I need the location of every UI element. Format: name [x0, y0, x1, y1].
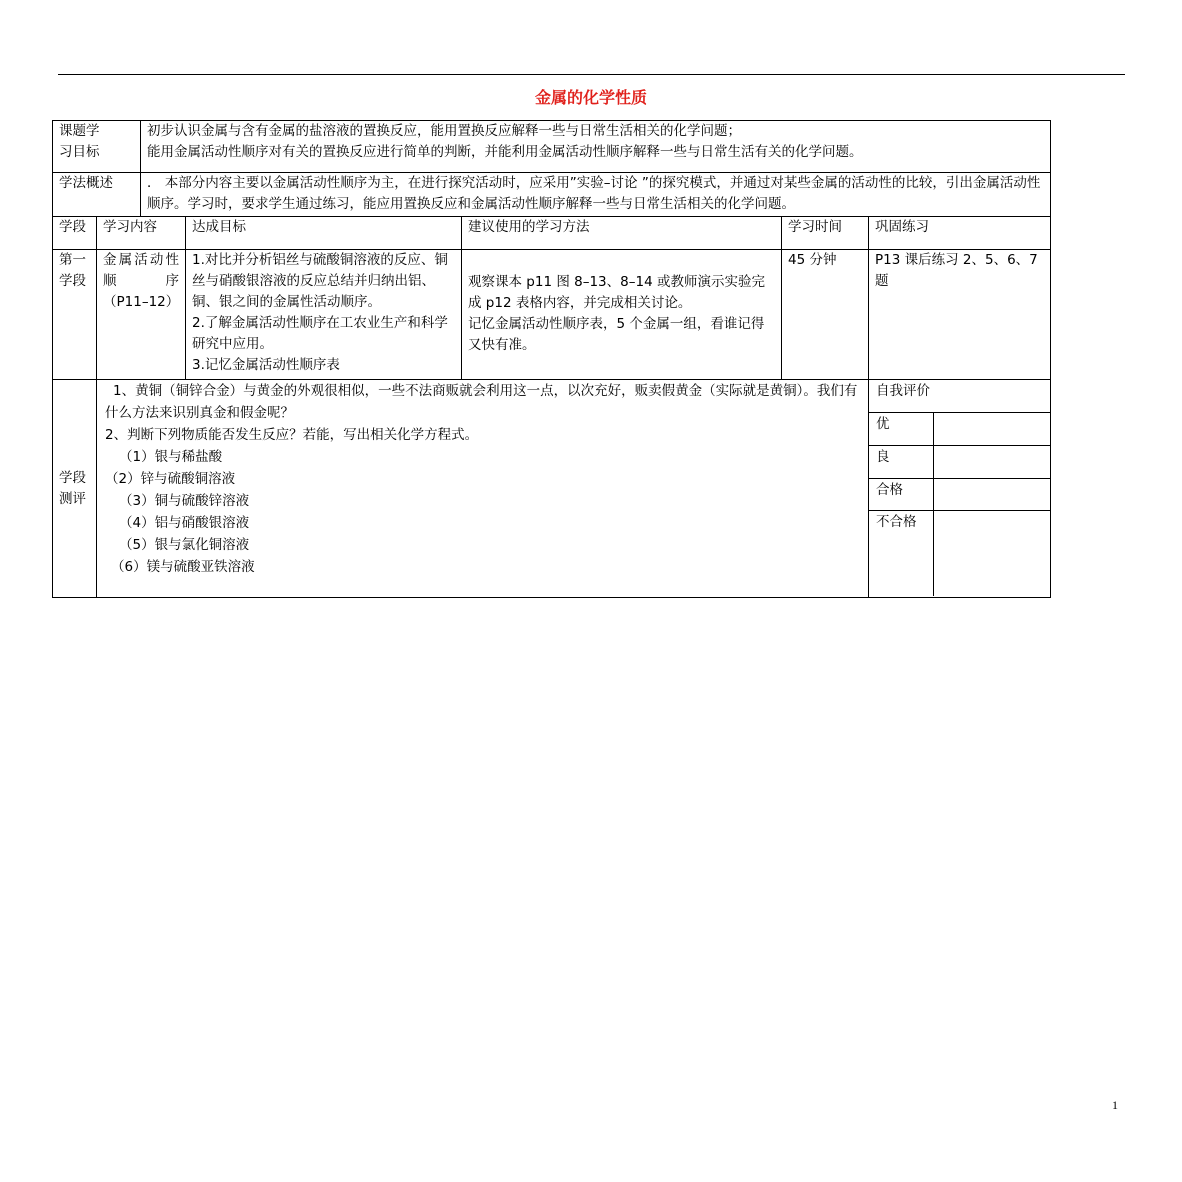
col-header-time: 学习时间	[782, 217, 869, 250]
col-header-goal: 达成目标	[186, 217, 462, 250]
grade-excellent: 优	[869, 412, 933, 445]
objective-line-2: 能用金属活动性顺序对有关的置换反应进行简单的判断，并能利用金属活动性顺序解释一些与日常生活有关的化学问题。	[147, 144, 863, 160]
grade-fail: 不合格	[869, 510, 933, 596]
document-title: 金属的化学性质	[534, 88, 647, 107]
grade-good-box	[933, 445, 1050, 478]
stage1-practice: P13 课后练习 2、5、6、7 题	[869, 250, 1051, 380]
objectives-row	[53, 121, 1051, 173]
question-item: （6）镁与硫酸亚铁溶液	[111, 559, 255, 575]
lesson-plan-table	[52, 120, 1051, 598]
stage1-label: 第一 学段	[53, 250, 97, 380]
grade-pass-box	[933, 478, 1050, 510]
method-1: 观察课本 p11 图 8–13、8–14 或教师演示实验完成 p12 表格内容，并完成相关讨论。	[468, 274, 765, 311]
goal-1: 1.对比并分析铝丝与硫酸铜溶液的反应、铜丝与硝酸银溶液的反应总结并归纳出铝、铜、银之间的金属性活动顺序。	[192, 252, 448, 310]
goal-2: 2.了解金属活动性顺序在工农业生产和科学研究中应用。	[192, 315, 448, 352]
col-header-content: 学习内容	[97, 217, 186, 250]
method-2: 记忆金属活动性顺序表，5 个金属一组，看谁记得又快有准。	[468, 316, 765, 353]
evaluation-row	[53, 380, 1051, 598]
question-item: （3）铜与硫酸锌溶液	[119, 493, 250, 509]
objectives-label: 课题学 习目标	[53, 121, 141, 173]
question-item: （5）银与氯化铜溶液	[119, 537, 250, 553]
self-evaluation	[869, 380, 1051, 598]
self-eval-title: 自我评价	[869, 380, 1050, 412]
grade-good: 良	[869, 445, 933, 478]
question-item: （2）锌与硫酸铜溶液	[105, 471, 236, 487]
grade-pass: 合格	[869, 478, 933, 510]
stage1-methods	[462, 250, 782, 380]
question-1: 1、黄铜（铜锌合金）与黄金的外观很相似，一些不法商贩就会利用这一点，以次充好，贩卖假黄金（实际就是黄铜）。我们有什么方法来识别真金和假金呢？	[105, 383, 858, 421]
grade-fail-box	[933, 510, 1050, 596]
evaluation-label: 学段 测评	[53, 380, 97, 598]
col-header-practice: 巩固练习	[869, 217, 1051, 250]
stage1-content: 金属活动性 顺 序 （P11–12）	[97, 250, 186, 380]
question-item: （4）铝与硝酸银溶液	[119, 515, 250, 531]
stage1-goals	[186, 250, 462, 380]
objectives-content	[141, 121, 1051, 173]
overview-content: ． 本部分内容主要以金属活动性顺序为主，在进行探究活动时，应采用”实验–讨论 ”的探究模式，并通过对某些金属的活动性的比较，引出金属活动性顺序。学习时，要求学生通过练习，能应用置换反应和金属活动性顺序解释一些与日常生活相关的化学问题。	[141, 173, 1051, 217]
page-number: 1	[1112, 1098, 1118, 1112]
grade-excellent-box	[933, 412, 1050, 445]
stage1-row	[53, 250, 1051, 380]
overview-label: 学法概述	[53, 173, 141, 217]
question-2: 2、判断下列物质能否发生反应？若能，写出相关化学方程式。	[105, 427, 479, 443]
stage1-time: 45 分钟	[782, 250, 869, 380]
question-item: （1）银与稀盐酸	[119, 449, 223, 465]
overview-row	[53, 173, 1051, 217]
col-header-method: 建议使用的学习方法	[462, 217, 782, 250]
header-rule	[58, 74, 1125, 75]
evaluation-content	[97, 380, 869, 598]
goal-3: 3.记忆金属活动性顺序表	[192, 357, 340, 373]
objective-line-1: 初步认识金属与含有金属的盐溶液的置换反应，能用置换反应解释一些与日常生活相关的化学问题；	[147, 123, 741, 139]
column-header-row	[53, 217, 1051, 250]
self-evaluation-table	[869, 380, 1050, 596]
col-header-stage: 学段	[53, 217, 97, 250]
